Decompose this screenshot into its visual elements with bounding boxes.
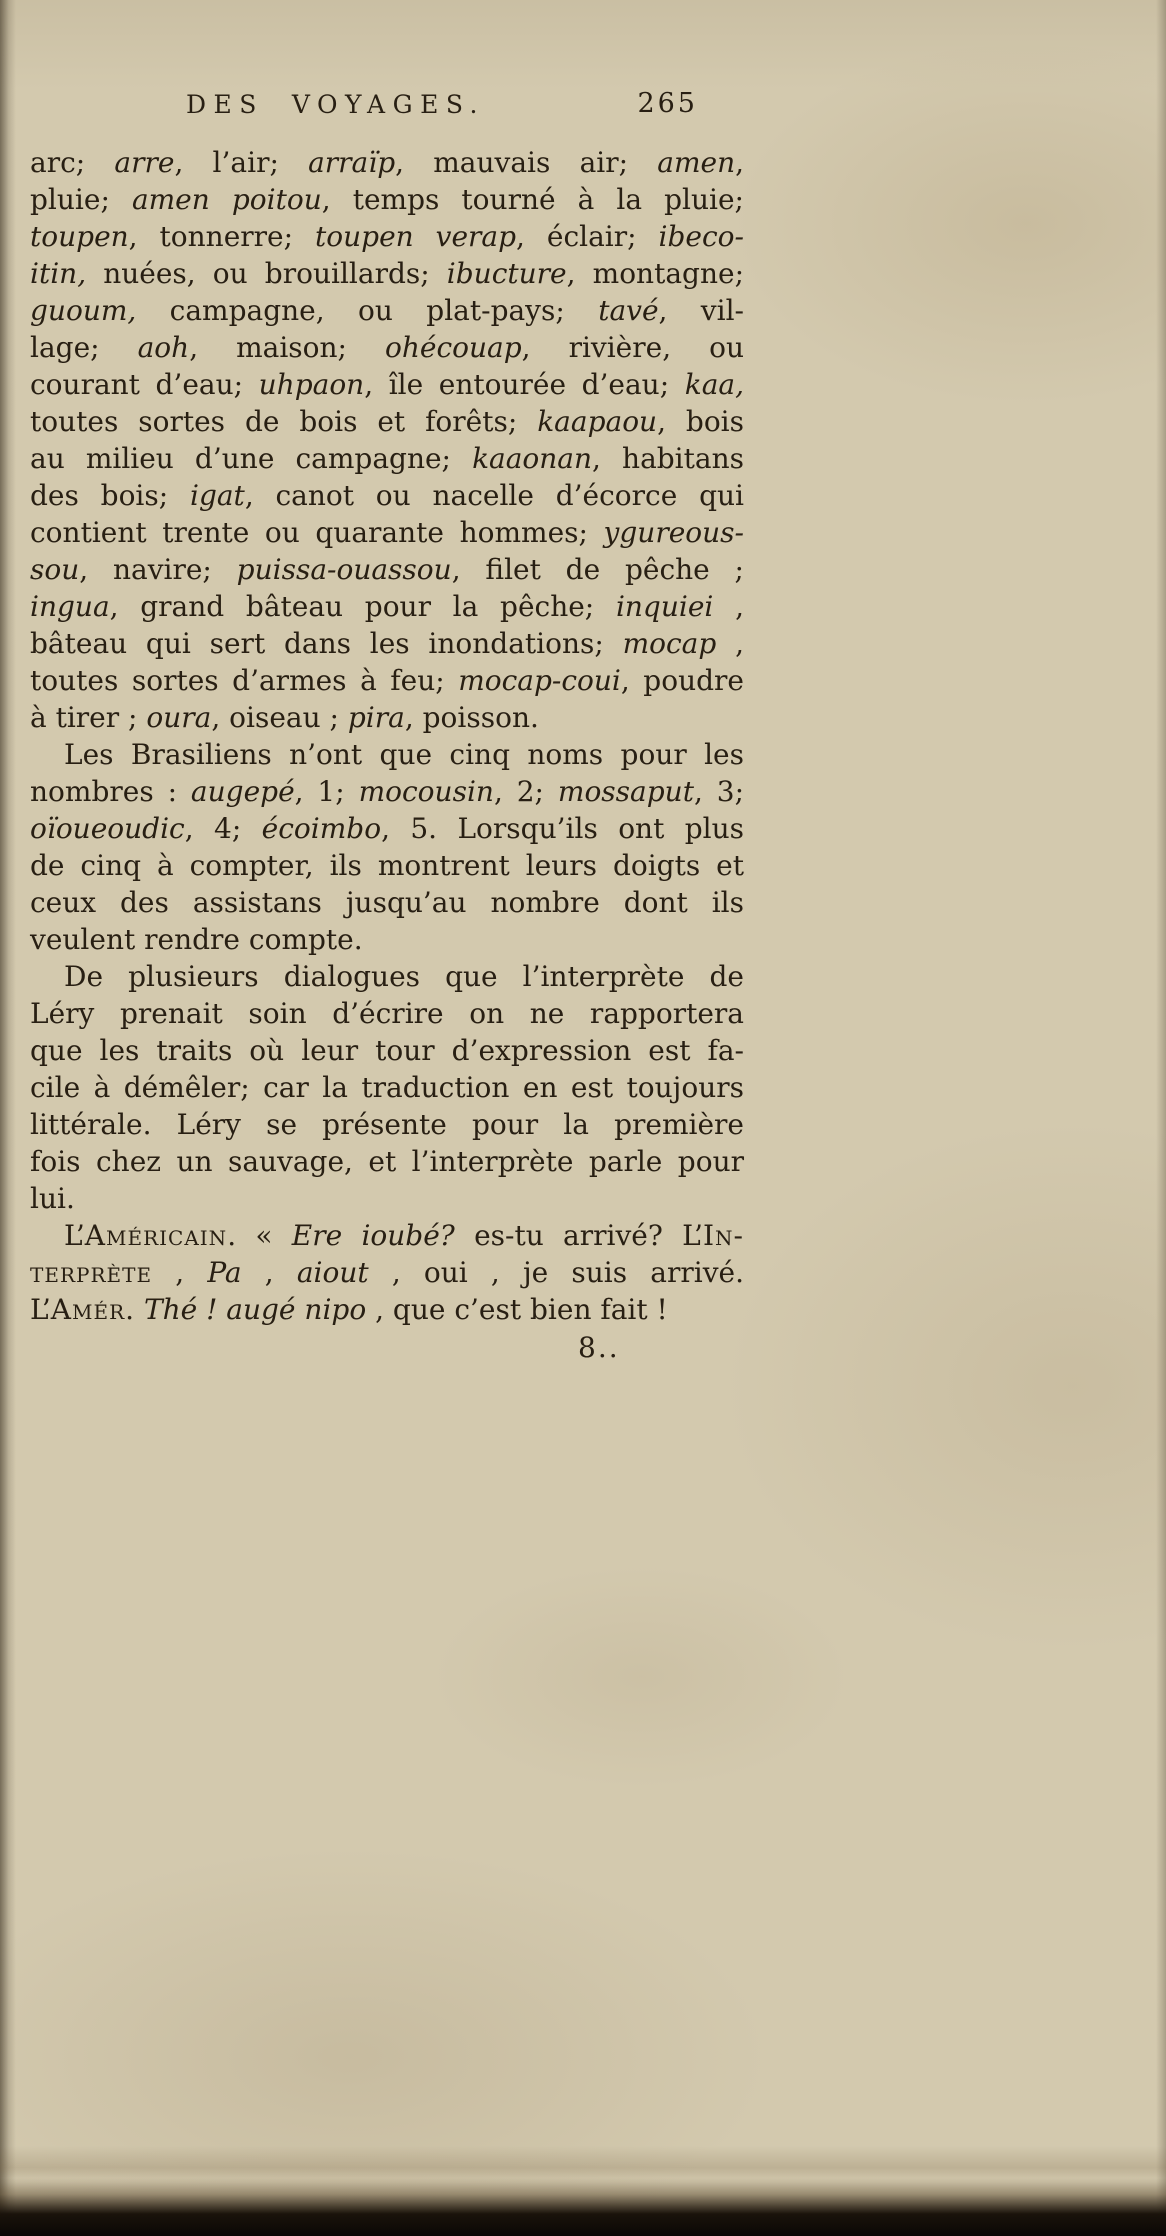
roman-run: cile à démêler; car la traduction en est toujours — [30, 1071, 744, 1104]
roman-run: L’ — [30, 1293, 51, 1326]
text-line — [30, 292, 744, 329]
italic-run: toupen verap — [315, 220, 517, 253]
roman-run: , — [735, 146, 745, 179]
italic-run: ygureous- — [603, 516, 744, 549]
italic-run: oïoueoudic — [30, 812, 185, 845]
italic-run: toupen — [30, 220, 129, 253]
italic-run: sou — [30, 553, 80, 586]
text-line — [30, 1143, 744, 1180]
text-line — [30, 403, 744, 440]
text-line — [30, 144, 744, 181]
italic-run: igat — [189, 479, 245, 512]
roman-run: littérale. Léry se présente pour la première — [30, 1108, 744, 1141]
roman-run: , maison; — [189, 331, 385, 364]
roman-run: à tirer ; — [30, 701, 147, 734]
roman-run: , 1; — [294, 775, 359, 808]
roman-run: , tonnerre; — [128, 220, 316, 253]
italic-run: aiout — [296, 1256, 369, 1289]
running-title: DES VOYAGES. — [186, 90, 485, 119]
italic-run: mocap-coui — [458, 664, 621, 697]
text-line — [30, 366, 744, 403]
roman-run: nombres : — [30, 775, 191, 808]
page-right-edge-shadow — [1156, 0, 1166, 2236]
roman-run: toutes sortes d’armes à feu; — [30, 664, 459, 697]
text-line — [30, 625, 744, 662]
roman-run: , 5. Lorsqu’ils ont plus — [381, 812, 745, 845]
text-line — [30, 255, 744, 292]
roman-run: bâteau qui sert dans les inondations; — [30, 627, 623, 660]
roman-run: , — [241, 1256, 297, 1289]
book-bottom-edge — [0, 2178, 1166, 2236]
roman-run: courant d’eau; — [30, 368, 259, 401]
page-content — [30, 86, 744, 1368]
roman-run: contient trente ou quarante hommes; — [30, 516, 604, 549]
italic-run: Ere ioubé? — [291, 1219, 455, 1252]
smallcaps-run: terprète — [30, 1256, 153, 1289]
roman-run: que les traits où leur tour d’expression est fa- — [30, 1034, 744, 1067]
roman-run: , l’air; — [174, 146, 309, 179]
smallcaps-run: In- — [702, 1219, 744, 1252]
roman-run: lui. — [30, 1182, 75, 1215]
roman-run: , oiseau ; — [211, 701, 348, 734]
italic-run: kaa, — [684, 368, 744, 401]
italic-run: uhpaon — [258, 368, 365, 401]
text-line — [30, 1032, 744, 1069]
italic-run: kaaonan — [472, 442, 593, 475]
italic-run: augepé — [190, 775, 295, 808]
roman-run: au milieu d’une campagne; — [30, 442, 473, 475]
text-line — [30, 773, 744, 810]
italic-run: arre — [114, 146, 175, 179]
page-number: 265 — [637, 88, 698, 119]
text-line — [30, 514, 744, 551]
roman-run: , temps tourné à la pluie; — [321, 183, 744, 216]
smallcaps-run: Amér. — [50, 1293, 136, 1326]
roman-run: pluie; — [30, 183, 132, 216]
roman-run: de cinq à compter, ils montrent leurs doigts et — [30, 849, 744, 882]
text-line — [30, 440, 744, 477]
italic-run: ibucture — [446, 257, 567, 290]
italic-run: pira — [347, 701, 405, 734]
roman-run: , 3; — [693, 775, 744, 808]
text-line — [30, 884, 744, 921]
roman-run: De plusieurs dialogues que l’interprète de — [64, 960, 744, 993]
roman-run: lage; — [30, 331, 138, 364]
roman-run: , grand bâteau pour la pêche; — [109, 590, 616, 623]
text-line — [30, 1291, 744, 1328]
roman-run: arc; — [30, 146, 115, 179]
roman-run: , filet de pêche ; — [451, 553, 744, 586]
italic-run: Pa — [207, 1256, 242, 1289]
text-line — [30, 477, 744, 514]
roman-run: Léry prenait soin d’écrire on ne rapportera — [30, 997, 744, 1030]
text-line — [30, 995, 744, 1032]
italic-run: ibeco- — [658, 220, 744, 253]
text-line — [30, 847, 744, 884]
signature-mark: 8.. — [578, 1331, 620, 1364]
italic-run: Thé ! augé nipo — [143, 1293, 367, 1326]
roman-run: , 4; — [184, 812, 262, 845]
paper-stain — [0, 2146, 1166, 2182]
text-block — [30, 144, 744, 1328]
roman-run: , — [713, 590, 744, 623]
roman-run: nuées, ou brouillards; — [86, 257, 447, 290]
roman-run: , poudre — [620, 664, 744, 697]
italic-run: écoimbo — [261, 812, 382, 845]
roman-run: campagne, ou plat-pays; — [136, 294, 599, 327]
text-line — [30, 588, 744, 625]
text-line — [30, 329, 744, 366]
italic-run: puissa-ouassou — [236, 553, 452, 586]
italic-run: arraïp — [308, 146, 396, 179]
text-line — [30, 1180, 744, 1217]
italic-run: oura — [146, 701, 212, 734]
roman-run: , habitans — [592, 442, 744, 475]
page-header — [30, 86, 744, 130]
text-line — [30, 1217, 744, 1254]
roman-run: , navire; — [79, 553, 237, 586]
text-line — [30, 218, 744, 255]
roman-run: , éclair; — [516, 220, 659, 253]
text-line — [30, 662, 744, 699]
text-line — [30, 551, 744, 588]
roman-run: . « — [227, 1219, 292, 1252]
roman-run: fois chez un sauvage, et l’interprète parle pour — [30, 1145, 744, 1178]
italic-run: mossaput — [557, 775, 694, 808]
roman-run: , — [716, 627, 744, 660]
roman-run — [135, 1293, 144, 1326]
italic-run: guoum, — [30, 294, 137, 327]
text-line — [30, 736, 744, 773]
italic-run: ohécouap — [385, 331, 522, 364]
roman-run: , montagne; — [566, 257, 744, 290]
roman-run: , oui , je suis arrivé. — [368, 1256, 745, 1289]
roman-run: , poisson. — [404, 701, 539, 734]
text-line — [30, 181, 744, 218]
roman-run: veulent rendre compte. — [30, 923, 363, 956]
italic-run: inquiei — [615, 590, 714, 623]
italic-run: amen — [657, 146, 736, 179]
text-line — [30, 1254, 744, 1291]
italic-run: aoh — [137, 331, 190, 364]
smallcaps-run: Américain — [84, 1219, 228, 1252]
roman-run: des bois; — [30, 479, 190, 512]
roman-run: , île entourée d’eau; — [364, 368, 685, 401]
roman-run: , bois — [657, 405, 745, 438]
italic-run: mocap — [622, 627, 717, 660]
italic-run: amen poitou — [131, 183, 322, 216]
italic-run: ingua — [30, 590, 110, 623]
roman-run: , que c’est bien fait ! — [366, 1293, 668, 1326]
roman-run: toutes sortes de bois et forêts; — [30, 405, 538, 438]
text-line — [30, 699, 744, 736]
text-line — [30, 810, 744, 847]
roman-run: , canot ou nacelle d’écorce qui — [244, 479, 744, 512]
text-line — [30, 1106, 744, 1143]
roman-run: , vil- — [658, 294, 744, 327]
roman-run: es-tu arrivé? L’ — [454, 1219, 703, 1252]
text-line — [30, 958, 744, 995]
italic-run: mocousin — [358, 775, 494, 808]
roman-run: , — [152, 1256, 208, 1289]
text-line — [30, 1069, 744, 1106]
roman-run: , mauvais air; — [395, 146, 658, 179]
italic-run: itin, — [30, 257, 87, 290]
roman-run: , 2; — [493, 775, 558, 808]
roman-run: , rivière, ou — [521, 331, 744, 364]
roman-run: Les Brasiliens n’ont que cinq noms pour les — [64, 738, 744, 771]
text-line — [30, 921, 744, 958]
roman-run: ceux des assistans jusqu’au nombre dont ils — [30, 886, 744, 919]
italic-run: tavé — [598, 294, 659, 327]
page-left-edge-shadow — [0, 0, 16, 2236]
roman-run: L’ — [64, 1219, 85, 1252]
italic-run: kaapaou — [537, 405, 658, 438]
